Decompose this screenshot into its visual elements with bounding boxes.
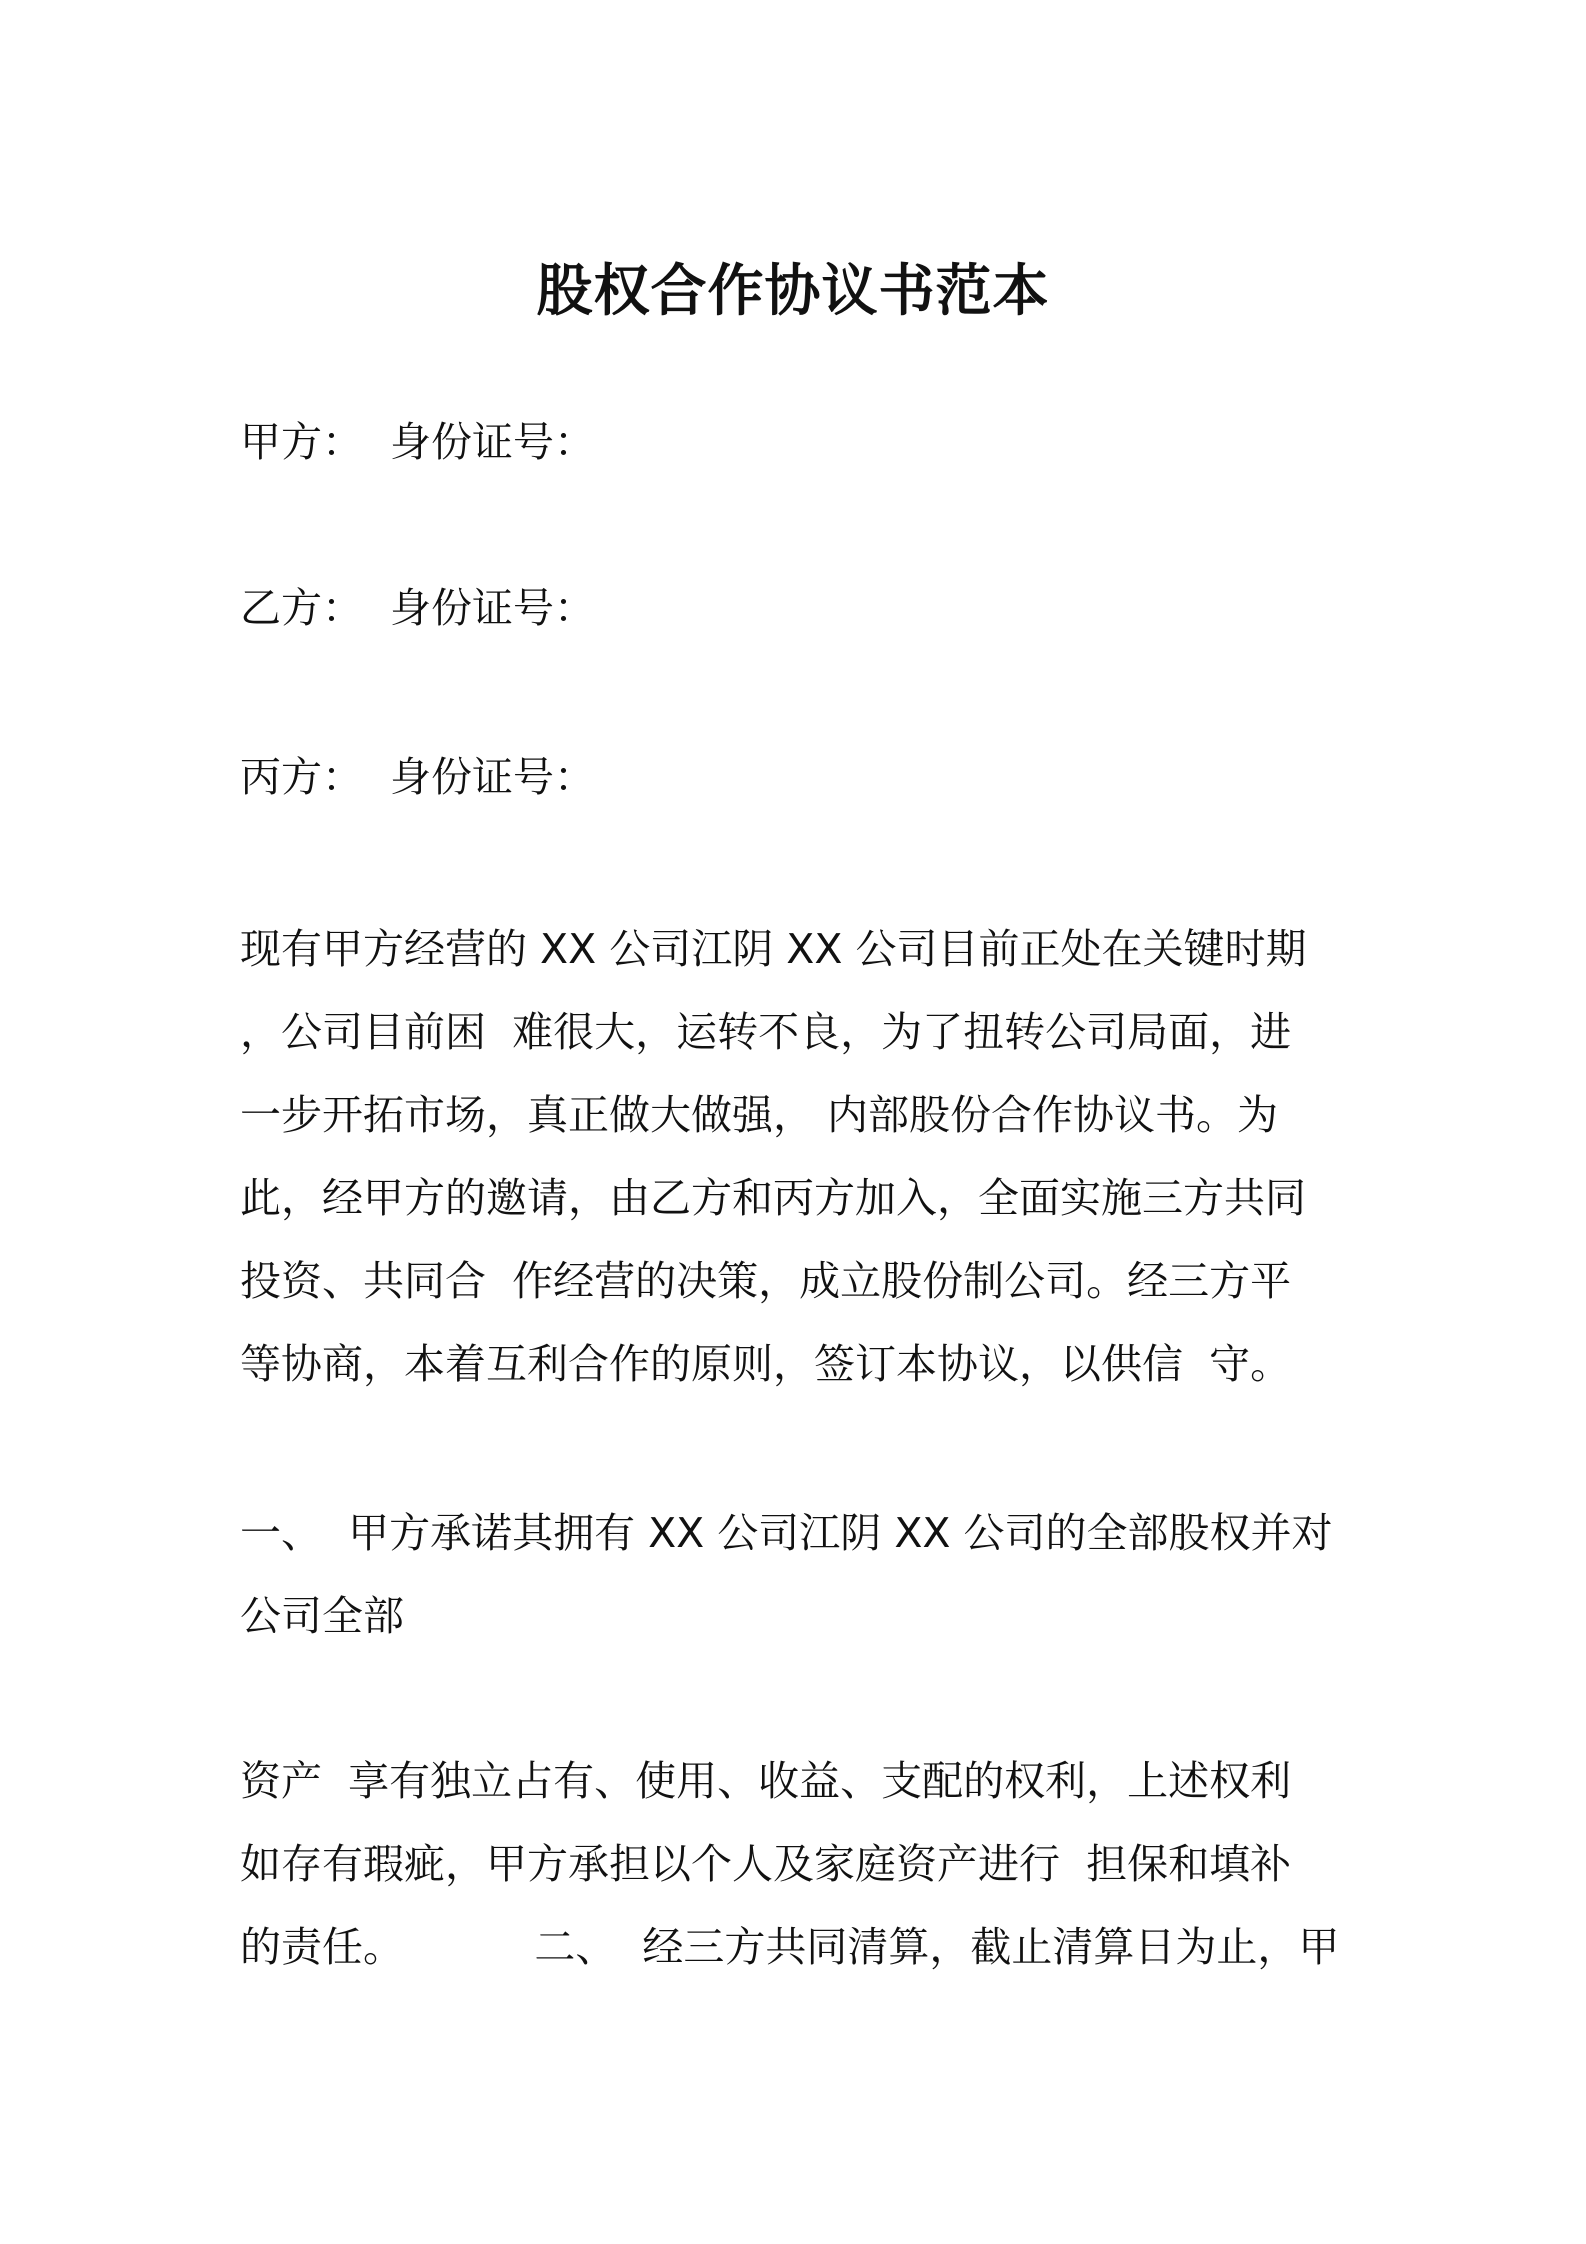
intro-paragraph (240, 908, 1355, 1406)
paragraph-line: 如存有瑕疵，甲方承担以个人及家庭资产进行 担保和填补 (240, 1840, 1292, 1888)
party-c-line (240, 747, 595, 807)
document-title: 股权合作协议书范本 (536, 259, 1050, 324)
paragraph-line: 投资、共同合 作经营的决策，成立股份制公司。经三方平 (240, 1257, 1292, 1305)
paragraph-line: 的责任。 二、 经三方共同清算，截止清算日为止，甲 (240, 1923, 1340, 1971)
clause-two (240, 1740, 1355, 1989)
party-c-id-label: 身份证号： (390, 753, 595, 801)
paragraph-line: 一、 甲方承诺其拥有 XX 公司江阴 XX 公司的全部股权并对 (240, 1509, 1333, 1557)
party-b-label: 乙方： (240, 584, 363, 632)
party-b-line (240, 578, 595, 638)
paragraph-line: 等协商，本着互利合作的原则，签订本协议，以供信 守。 (240, 1340, 1292, 1388)
party-a-label: 甲方： (240, 418, 363, 466)
paragraph-line: 此，经甲方的邀请，由乙方和丙方加入，全面实施三方共同 (240, 1174, 1306, 1222)
paragraph-line: 公司全部 (240, 1592, 404, 1640)
clause-one (240, 1492, 1355, 1658)
paragraph-line: 现有甲方经营的 XX 公司江阴 XX 公司目前正处在关键时期 (240, 925, 1307, 973)
paragraph-line: 资产 享有独立占有、使用、收益、支配的权利，上述权利 (240, 1757, 1292, 1805)
party-c-label: 丙方： (240, 753, 363, 801)
party-b-id-label: 身份证号： (390, 584, 595, 632)
paragraph-line: 一步开拓市场，真正做大做强， 内部股份合作协议书。为 (240, 1091, 1279, 1139)
paragraph-line: ，公司目前困 难很大，运转不良，为了扭转公司局面，进 (240, 1008, 1292, 1056)
party-a-line (240, 412, 595, 472)
party-a-id-label: 身份证号： (390, 418, 595, 466)
